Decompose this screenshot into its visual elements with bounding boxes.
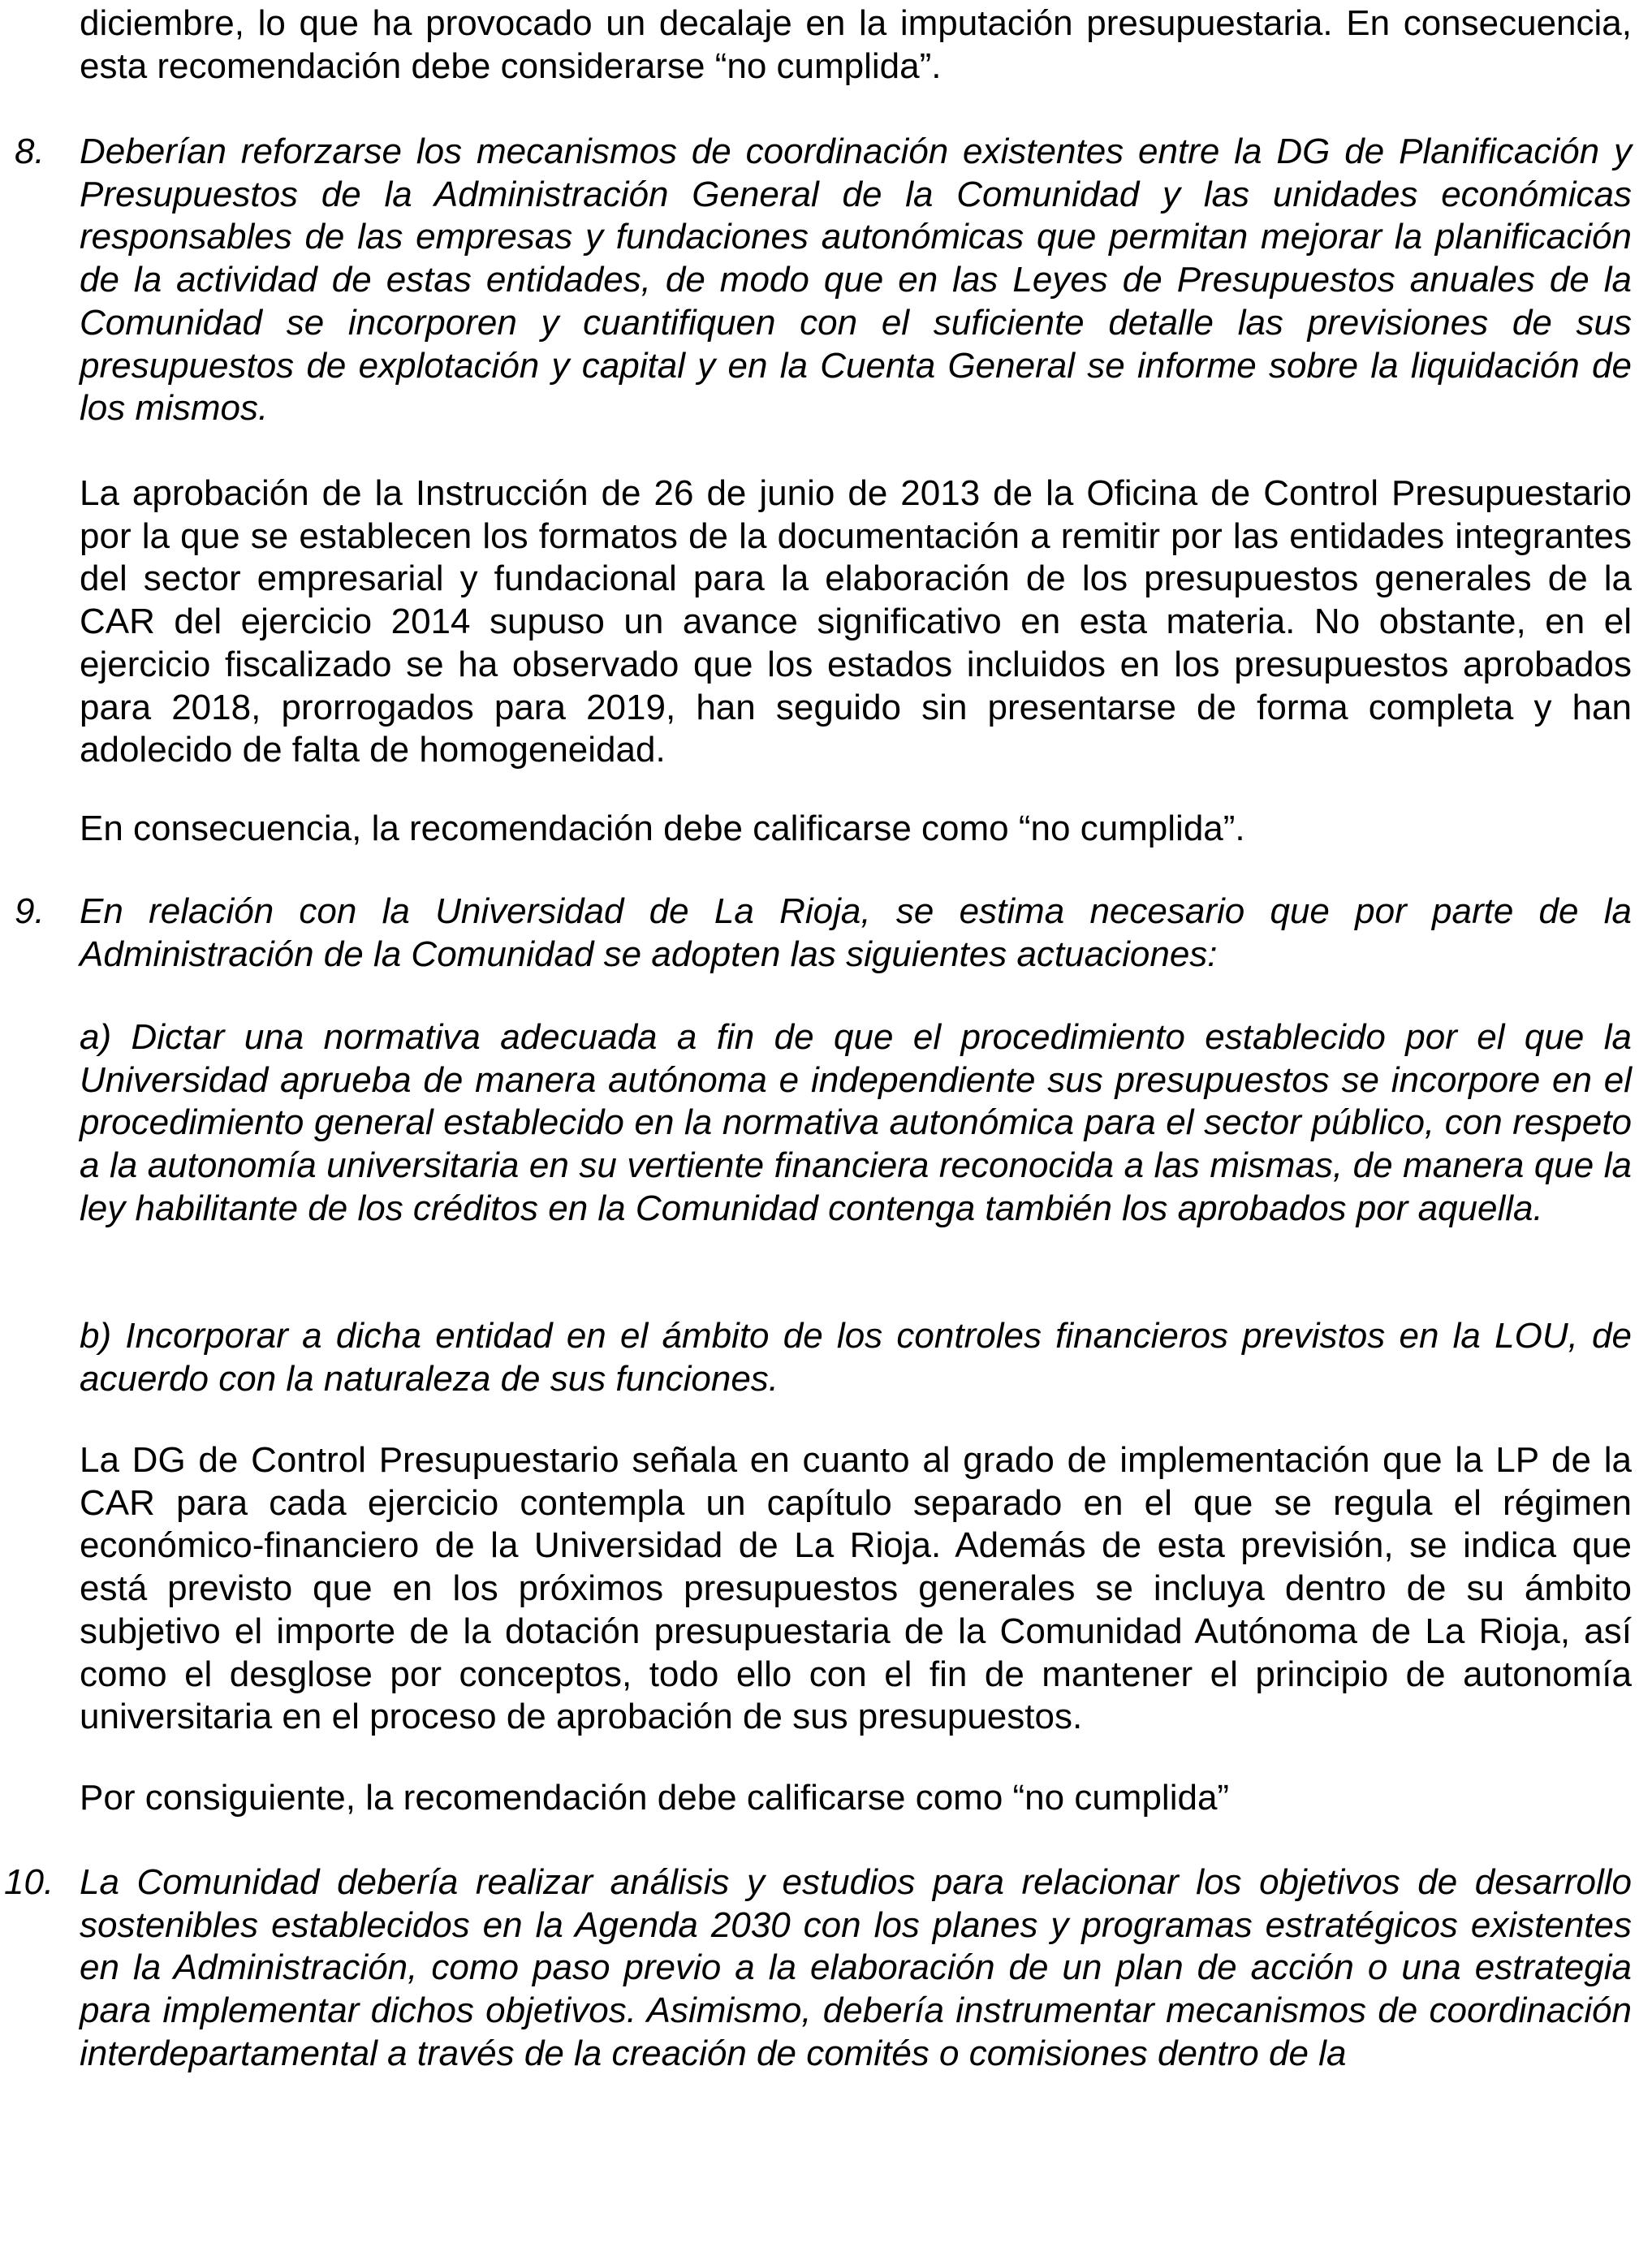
recommendation-9-point-a: a) Dictar una normativa adecuada a fin de que el procedimiento establecido por el que la Universidad aprueba de manera autónoma e independiente sus presupuestos se incorpore en el procedimiento general establecido en la normativa autonómica para el sector público, con respeto a la autonomía universitaria en su vertiente financiera reconocida a las mismas, de manera que la ley habilitante de los créditos en la Comunidad contenga también los aprobados por aquella. — [80, 1017, 1632, 1228]
recommendation-9-text: En relación con la Universidad de La Rioja, se estima necesario que por parte de la Administración de la Comunidad se adopten las siguientes actuaciones: — [80, 891, 1632, 974]
recommendation-8-number: 8. — [15, 132, 45, 171]
recommendation-10-number: 10. — [4, 1862, 54, 1902]
recommendation-9-point-b: b) Incorporar a dicha entidad en el ámbito de los controles financieros previstos en la LOU, de acuerdo con la naturaleza de sus funciones. — [80, 1316, 1632, 1399]
recommendation-9-analysis: La DG de Control Presupuestario señala en cuanto al grado de implementación que la LP de la CAR para cada ejercicio contempla un capítulo separado en el que se regula el régimen económico-financiero de la Universidad de La Rioja. Además de esta previsión, se indica que está previsto que en los próximos presupuestos generales se incluya dentro de su ámbito subjetivo el importe de la dotación presupuestaria de la Comunidad Autónoma de La Rioja, así como el desglose por conceptos, todo ello con el fin de mantener el principio de autonomía universitaria en el proceso de aprobación de sus presupuestos. — [80, 1440, 1632, 1737]
recommendation-9-number: 9. — [15, 891, 45, 931]
continuation-paragraph: diciembre, lo que ha provocado un decalaje en la imputación presupuestaria. En consecuencia, esta recomendación debe considerarse “no cumplida”. — [80, 3, 1632, 86]
recommendation-8-conclusion: En consecuencia, la recomendación debe calificarse como “no cumplida”. — [80, 809, 1245, 848]
recommendation-8-text: Deberían reforzarse los mecanismos de coordinación existentes entre la DG de Planificación y Presupuestos de la Administración General de la Comunidad y las unidades económicas responsables de las empresas y fundaciones autonómicas que permitan mejorar la planificación de la actividad de estas entidades, de modo que en las Leyes de Presupuestos anuales de la Comunidad se incorporen y cuantifiquen con el suficiente detalle las previsiones de sus presupuestos de explotación y capital y en la Cuenta General se informe sobre la liquidación de los mismos. — [80, 132, 1632, 429]
recommendation-8-analysis: La aprobación de la Instrucción de 26 de junio de 2013 de la Oficina de Control Presupuestario por la que se establecen los formatos de la documentación a remitir por las entidades integrantes del sector empresarial y fundacional para la elaboración de los presupuestos generales de la CAR del ejercicio 2014 supuso un avance significativo en esta materia. No obstante, en el ejercicio fiscalizado se ha observado que los estados incluidos en los presupuestos aprobados para 2018, prorrogados para 2019, han seguido sin presentarse de forma completa y han adolecido de falta de homogeneidad. — [80, 473, 1632, 770]
recommendation-9-conclusion: Por consiguiente, la recomendación debe calificarse como “no cumplida” — [80, 1778, 1230, 1818]
recommendation-10-text: La Comunidad debería realizar análisis y estudios para relacionar los objetivos de desarrollo sostenibles establecidos en la Agenda 2030 con los planes y programas estratégicos existentes en la Administración, como paso previo a la elaboración de un plan de acción o una estrategia para implementar dichos objetivos. Asimismo, debería instrumentar mecanismos de coordinación interdepartamental a través de la creación de comités o comisiones dentro de la — [80, 1862, 1632, 2073]
